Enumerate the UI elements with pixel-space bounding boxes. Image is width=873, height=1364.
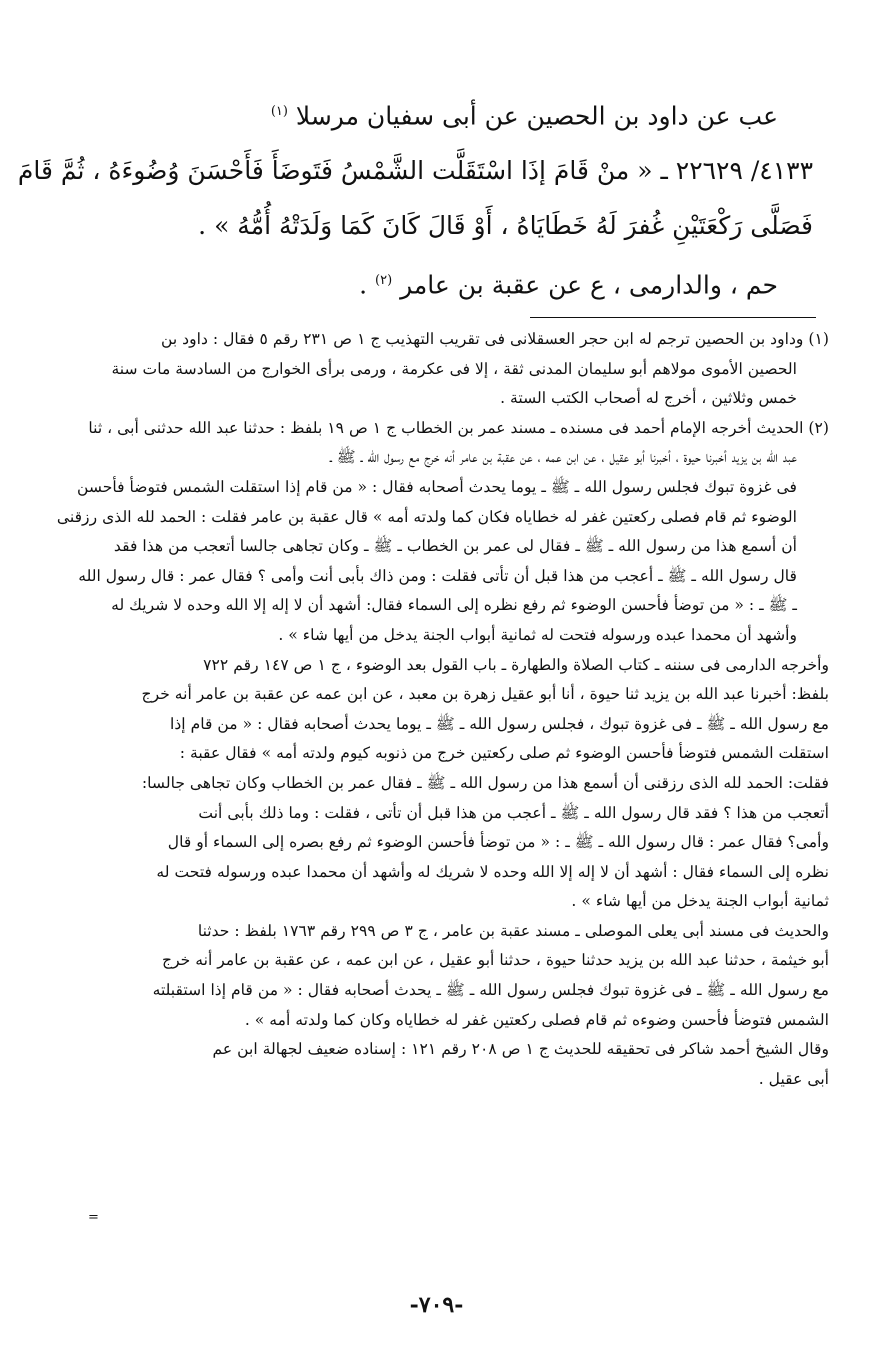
footnote-line: ـ ﷺ ـ : « من توضأ فأحسن الوضوء ثم رفع نظره إلى السماء فقال: أشهد أن لا إله إلا الله وحده لا شريك له	[111, 596, 797, 615]
attribution-text: حم ، والدارمى ، ع عن عقبة بن عامر	[400, 270, 778, 300]
page-number: -٧٠٩-	[409, 1292, 464, 1318]
footnote-line: (١) وداود بن الحصين ترجم له ابن حجر العسقلانى فى تقريب التهذيب ج ١ ص ٢٣١ رقم ٥ فقال : داود بن	[161, 330, 829, 348]
footnote-line: أبو خيثمة ، حدثنا عبد الله بن يزيد حدثنا حيوة ، حدثنا أبو عقيل ، عن ابن عمه ، عن عقبة بن عامر أنه خرج	[162, 951, 829, 970]
hadith-line-2: فَصَلَّى رَكْعَتَيْنِ غُفرَ لَهُ خَطَايَاهُ ، أَوْ قَالَ كَانَ كَمَا وَلَدَتْهُ أُمُّهُ » .	[198, 211, 813, 241]
stray-mark: =	[88, 1210, 99, 1225]
footnote-ref-2[interactable]: (٢)	[375, 273, 393, 289]
footnote-line: وأمى؟ فقال عمر : قال رسول الله ـ ﷺ ـ : « من توضأ فأحسن الوضوء ثم رفع بصره إلى السماء أو قال	[167, 833, 829, 852]
darimi-paragraph	[58, 651, 829, 917]
footnote-line: فقلت: الحمد لله الذى رزقنى أن أسمع هذا من رسول الله ـ ﷺ ـ فقال عمر بن الخطاب وكان تجاهى جالسا:	[141, 773, 829, 792]
footnote-line: وأشهد أن محمدا عبده ورسوله فتحت له ثمانية أبواب الجنة يدخل من أيها شاء » .	[278, 625, 797, 644]
attribution-end: .	[359, 270, 368, 300]
footnote-line: ثمانية أبواب الجنة يدخل من أيها شاء » .	[571, 892, 829, 911]
main-text	[17, 84, 813, 313]
footnote-1	[58, 325, 829, 414]
footnote-line: الحصين الأموى مولاهم أبو سليمان المدنى ثقة ، إلا فى عكرمة ، ورمى برأى الخوارج من السادسة مات سنة	[111, 359, 797, 378]
attribution-line	[100, 253, 813, 312]
shakir-paragraph	[58, 1035, 829, 1094]
footnote-line: خمس وثلاثين ، أخرج له أصحاب الكتب الستة .	[500, 389, 797, 408]
footnote-line: مع رسول الله ـ ﷺ ـ فى غزوة تبوك ، فجلس رسول الله ـ ﷺ ـ يوما يحدث أصحابه فقال : « من قام إذا	[170, 714, 829, 733]
footnote-line: فى غزوة تبوك فجلس رسول الله ـ ﷺ ـ يوما يحدث أصحابه فقال : « من قام إذا استقلت الشمس فتوضأ فأحسن	[76, 477, 797, 496]
footnote-line: (٢) الحديث أخرجه الإمام أحمد فى مسنده ـ مسند عمر بن الخطاب ج ١ ص ١٩ بلفظ : حدثنا عبد الله حدثنى أبى ، ثنا	[88, 418, 829, 437]
footnote-line: أن أسمع هذا من رسول الله ـ ﷺ ـ فقال لى عمر بن الخطاب ـ ﷺ ـ وكان تجاهى جالسا أتعجب من هذا فقد	[113, 537, 797, 556]
footnote-line: والحديث فى مسند أبى يعلى الموصلى ـ مسند عقبة بن عامر ، ج ٣ ص ٢٩٩ رقم ١٧٦٣ بلفظ : حدثنا	[197, 921, 829, 940]
footnote-ref-1[interactable]: (١)	[270, 104, 288, 119]
footnote-line: بلفظ: أخبرنا عبد الله بن يزيد ثنا حيوة ، أنا أبو عقيل زهرة بن معبد ، عن ابن عمه عن عقبة بن عامر أنه خرج	[141, 685, 829, 704]
footnote-divider	[530, 317, 816, 318]
footnote-line: أبى عقيل .	[758, 1069, 829, 1088]
footnote-line: قال رسول الله ـ ﷺ ـ أعجب من هذا قبل أن تأتى فقلت : ومن ذاك بأبى أنت وأمى ؟ فقال عمر : قال رسول الله	[78, 566, 797, 585]
footnote-line: وقال الشيخ أحمد شاكر فى تحقيقه للحديث ج ١ ص ٢٠٨ رقم ١٢١ : إسناده ضعيف لجهالة ابن عم	[212, 1040, 829, 1059]
footnote-line: وأخرجه الدارمى فى سننه ـ كتاب الصلاة والطهارة ـ باب القول بعد الوضوء ، ج ١ ص ١٤٧ رقم ٧٢٢	[203, 655, 829, 674]
footnote-line: الشمس فتوضأ فأحسن وضوءه ثم قام فصلى ركعتين غفر له خطاياه وكان كما ولدته أمه » .	[244, 1010, 829, 1029]
footnote-line: استقلت الشمس فتوضأ فأحسن الوضوء ثم صلى ركعتين خرج من ذنوبه كيوم ولدته أمه » فقال عقبة :	[179, 744, 829, 763]
source-text: عب عن داود بن الحصين عن أبى سفيان مرسلا	[295, 101, 778, 131]
hadith-line-1: ٤١٣٣/ ٢٢٦٢٩ ـ « منْ قَامَ إذَا اسْتَقَلَّت الشَّمْسُ فَتَوضَأَ فَأَحْسَنَ وُضُوءَهُ ، ثُمَّ قَامَ	[17, 156, 813, 186]
footnote-line: أتعجب من هذا ؟ فقد قال رسول الله ـ ﷺ ـ أعجب من هذا قبل أن تأتى ، فقلت : وما ذلك بأبى أنت	[198, 803, 829, 822]
footnote-line: مع رسول الله ـ ﷺ ـ فى غزوة تبوك فجلس رسول الله ـ ﷺ ـ يحدث أصحابه فقال : « من قام إذا استقبلته	[152, 981, 829, 1000]
footnote-2	[58, 414, 829, 651]
abu-yala-paragraph	[58, 917, 829, 1035]
footnote-line: الوضوء ثم قام فصلى ركعتين غفر له خطاياه فكان كما ولدته أمه » قال عقبة بن عامر فقلت : الحمد لله الذى رزقنى	[56, 507, 797, 526]
footnote-line: عبد الله بن يزيد أخبرنا حيوة ، أخبرنا أبو عقيل ، عن ابن عمه ، عن عقبة بن عامر أنه خرج مع رسول الله ـ ﷺ ـ	[329, 448, 797, 467]
footnote-line: نظره إلى السماء فقال : أشهد أن لا إله إلا الله وحده لا شريك له وأشهد أن محمدا عبده ورسوله فتحت له	[156, 862, 829, 881]
footnotes	[58, 325, 829, 1094]
source-line	[100, 84, 813, 143]
